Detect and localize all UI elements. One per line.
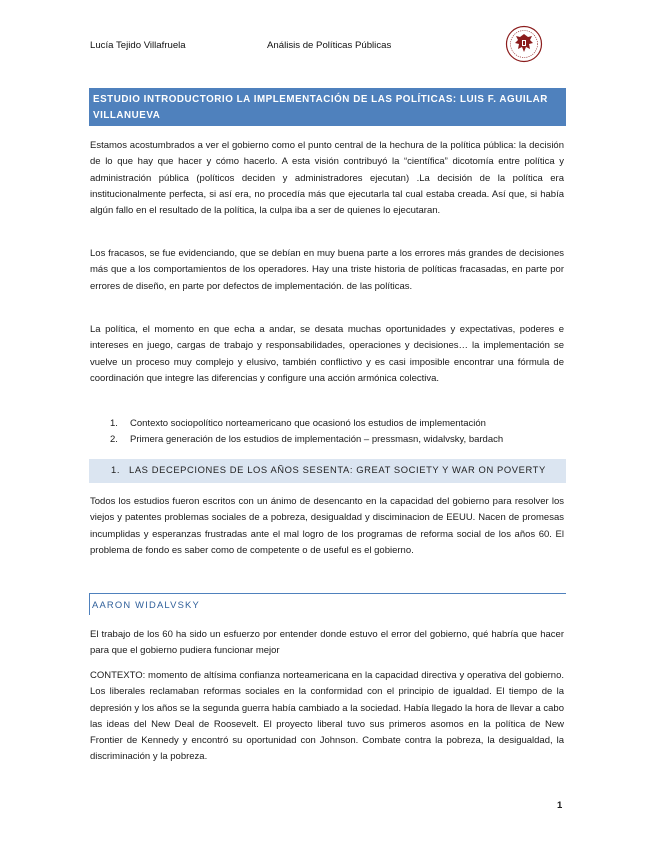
list-item bbox=[110, 416, 564, 432]
paragraph-context: CONTEXTO: momento de altísima confianza norteamericana en la capacidad directiva y operativa del gobierno. Los liberales reclamaban reformas sociales en la conformidad con el principio de igualdad. El tiempo de la depresión y los años se la segunda guerra había cambiado a la sociedad. Había llegado la hora de llevar a cabo las ideas del New Deal de Roosevelt. El proyecto liberal tuvo sus primeros asomos en la política de New Frontier de Kennedy y encontró su oportunidad con Johnson. Combate contra la pobreza, la desigualdad, la discriminación y la pobreza. bbox=[90, 670, 564, 763]
page-number: 1 bbox=[557, 800, 563, 811]
list-item bbox=[110, 432, 564, 448]
list-item-text: Primera generación de los estudios de implementación – pressmasn, widalvsky, bardach bbox=[130, 434, 504, 445]
aaron-widalvsky-heading: AARON WIDALVSKY bbox=[89, 593, 566, 615]
paragraph-failures: Los fracasos, se fue evidenciando, que se debían en muy buena parte a los errores más grandes de decisiones más que a los comportamientos de los operadores. Hay una triste historia de políticas fracasadas, en parte por errores de diseño, en parte por defectos de implementación. de las políticas. bbox=[90, 248, 564, 292]
subheading-text: LAS DECEPCIONES DE LOS AÑOS SESENTA: GREAT SOCIETY Y WAR ON POVERTY bbox=[129, 464, 546, 475]
paragraph-policy-complexity: La política, el momento en que echa a andar, se desata muchas oportunidades y expectativas, poderes e intereses en juego, cargas de trabajo y responsabilidades, operaciones y decisiones… la implementación se vuelve un proceso muy complejo y elusivo, también conflictivo y es casi imposible encontrar una fórmula de coordinación que integre las diferencias y configure una acción armónica colectiva. bbox=[90, 324, 564, 384]
list-item-text: Contexto sociopolítico norteamericano que ocasionó los estudios de implementación bbox=[130, 418, 486, 429]
subheading-banner bbox=[89, 459, 566, 483]
header-course: Análisis de Políticas Públicas bbox=[267, 40, 392, 51]
paragraph-sixties-work: El trabajo de los 60 ha sido un esfuerzo por entender donde estuvo el error del gobierno, qué habría que hacer para que el gobierno pudiera funcionar mejor bbox=[90, 629, 564, 657]
section-title-banner: ESTUDIO INTRODUCTORIO LA IMPLEMENTACIÓN DE LAS POLÍTICAS: LUIS F. AGUILAR VILLANUEVA bbox=[89, 88, 566, 126]
header-author: Lucía Tejido Villafruela bbox=[90, 40, 186, 51]
list-item-number: 1. bbox=[110, 418, 118, 429]
paragraph-studies: Todos los estudios fueron escritos con un ánimo de desencanto en la capacidad del gobierno para resolver los viejos y patentes problemas sociales de a pobreza, desigualdad y disciminacion de EEUU. Nacen de promesas incumplidas y esperanzas frustradas ante el mal logro de los programas de reforma social de los años 60. El problema de fondo es saber como de competente o de useful es el gobierno. bbox=[90, 496, 564, 556]
university-crest-icon bbox=[505, 25, 543, 63]
paragraph-intro: Estamos acostumbrados a ver el gobierno como el punto central de la hechura de la política pública: la decisión de lo que hay que hacer y cómo hacerlo. A esta visión contribuyó la “científica” dicotomía entre política y administración pública (políticos deciden y administradores ejecutan) .La decisión de la política era institucionalmente perfecta, si así era, no procedía más que ejecutarla tal cual estaba creada. Así que, si había algún fallo en el resultado de la política, la culpa iba a ser de quienes lo ejecutaran. bbox=[90, 140, 564, 217]
numbered-list bbox=[110, 416, 564, 448]
subheading-number: 1. bbox=[111, 464, 121, 475]
list-item-number: 2. bbox=[110, 434, 118, 445]
